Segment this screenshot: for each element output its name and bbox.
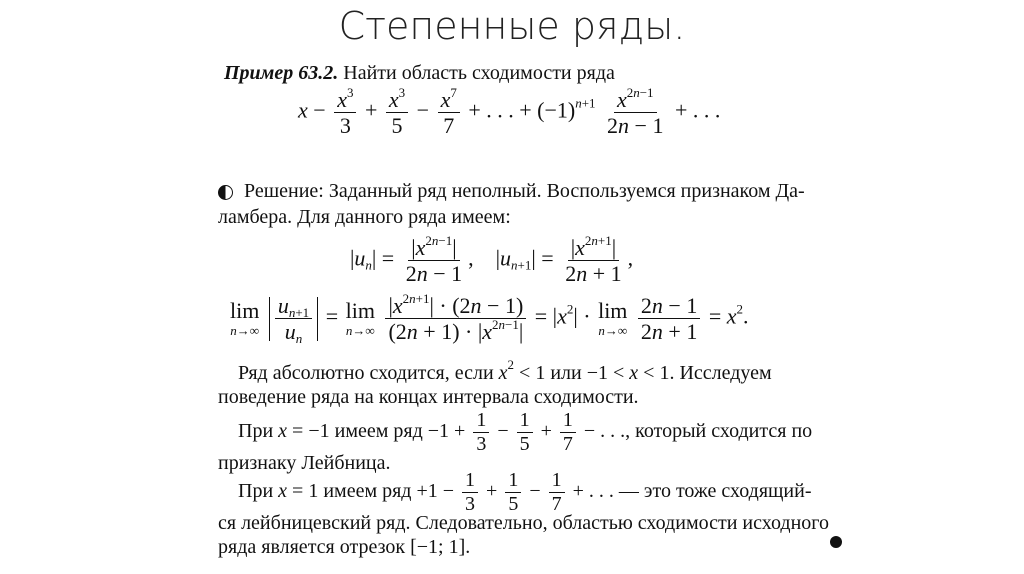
para1-line-2: поведение ряда на концах интервала сходимости. <box>218 386 639 408</box>
series-formula: x − $\frac{x^3}{3}$ + $\frac{x^3}{5}$ − $\frac{x^7}{7}$ + . . . + $(-1)^{n+1}$ $\frac{x^{2n-1}}{2n - 1}$ + . . . <box>298 85 721 139</box>
solution-label: Решение: <box>244 180 324 202</box>
para1-text-b: или <box>550 362 582 384</box>
para2-text-b: имеем ряд <box>334 420 423 443</box>
interval-answer: [−1; 1]. <box>410 536 471 558</box>
para1-text-c: . Исследуем <box>669 362 772 384</box>
para3-line-2: ся лейбницевский ряд. Следовательно, областью сходимости исходного <box>218 512 829 534</box>
textbook-page <box>218 58 853 568</box>
un-formula: $|u_n|$ = $\frac{|x^{2n-1}|}{2n - 1}$ , $|u_{n+1}|$ = $\frac{|x^{2n+1}|}{2n + 1}$ , <box>350 233 634 287</box>
limit-formula: lim n→∞ $\frac{u_{n+1}}{u_n}$ = lim n→∞ $\frac{|x^{2n+1}| \cdot (2n - 1)}{(2n + 1) \cdot |x^{2n-1}|}$ = $|x^2|$ · lim n→∞ $\frac{2n - 1}{2n + 1}$ = $x^2$. <box>230 291 749 347</box>
solution-text-1: Заданный ряд неполный. Воспользуемся признаком Да- <box>328 180 805 202</box>
para3-text-a: При <box>238 480 274 503</box>
para2-line-1: При x = −1 имеем ряд −1 + $\frac{1}{3}$ − $\frac{1}{5}$ + $\frac{1}{7}$ − . . ., который сходится по <box>238 409 813 455</box>
filled-circle-icon <box>830 536 842 548</box>
para3-text-c: — это тоже сходящий- <box>618 480 812 503</box>
para2-text-a: При <box>238 420 274 443</box>
half-filled-circle-icon <box>218 185 233 200</box>
para2-text-c: , который сходится по <box>625 420 813 443</box>
para3-line-3 <box>218 536 470 559</box>
para1-text-a: Ряд абсолютно сходится, если <box>238 362 494 384</box>
example-task: Найти область сходимости ряда <box>343 62 615 84</box>
para2-line-2: признаку Лейбница. <box>218 452 391 474</box>
example-label: Пример 63.2. <box>224 62 339 84</box>
para3-text-a3: ряда является отрезок <box>218 536 406 558</box>
example-heading <box>224 62 615 85</box>
solution-line-2: ламбера. Для данного ряда имеем: <box>218 206 511 228</box>
slide-title: Степенные ряды. <box>338 4 686 48</box>
solution-line-1 <box>218 180 805 203</box>
para1-line-1: Ряд абсолютно сходится, если $x^2 < 1$ или −1 < x < 1. Исследуем <box>238 357 772 384</box>
para3-line-1: При x = 1 имеем ряд +1 − $\frac{1}{3}$ + $\frac{1}{5}$ − $\frac{1}{7}$ + . . . — это тоже сходящий- <box>238 469 812 515</box>
para3-text-b: имеем ряд <box>323 480 412 503</box>
